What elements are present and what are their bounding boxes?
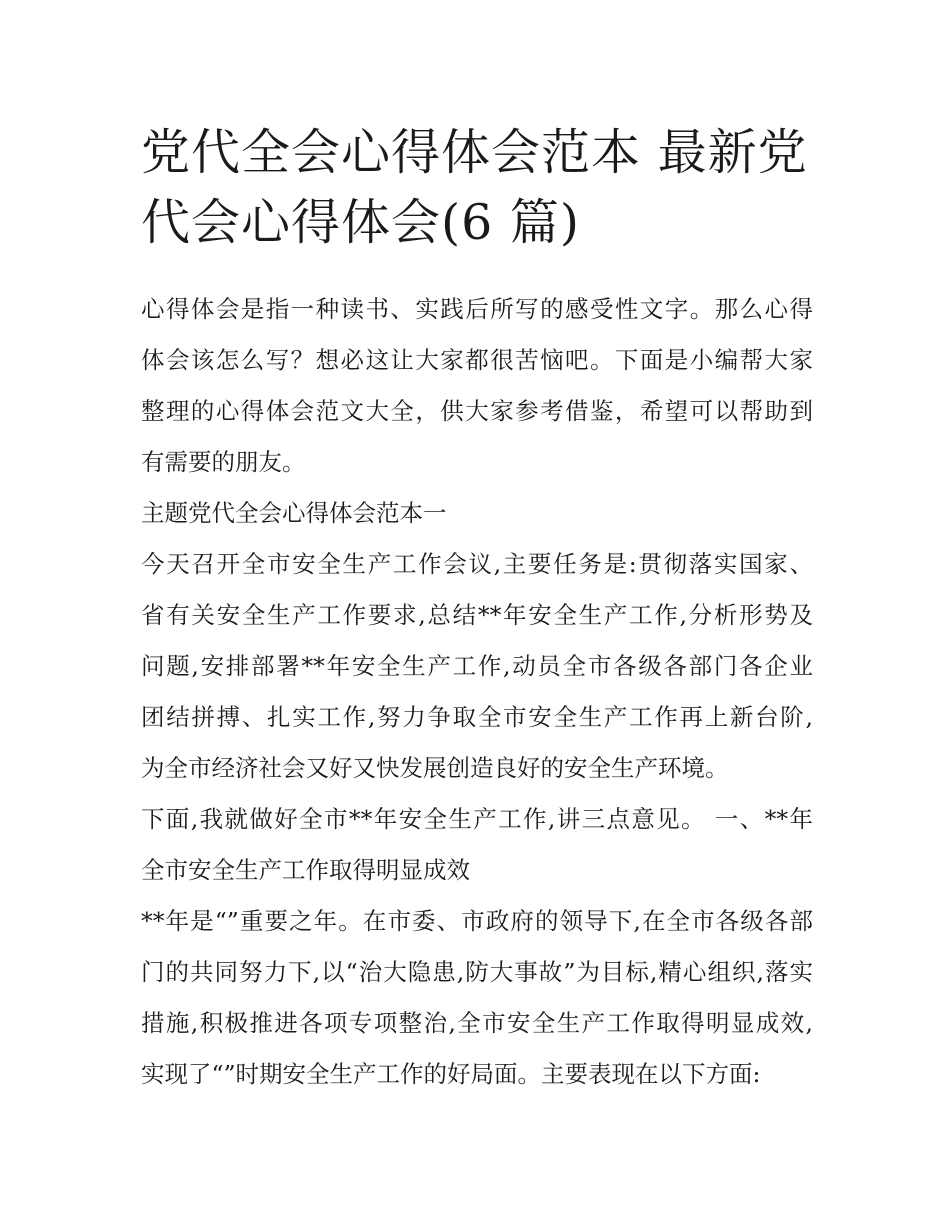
- document-body: [141, 284, 813, 1100]
- text-line: 有需要的朋友。: [141, 448, 306, 476]
- text-line: 措施,积极推进各项专项整治,全市安全生产工作取得明显成效,: [141, 1009, 813, 1037]
- text-line: **年是“”重要之年。在市委、市政府的领导下,在全市各级各部: [141, 907, 813, 935]
- text-line: 心得体会是指一种读书、实践后所写的感受性文字。那么心得: [141, 295, 813, 323]
- text-line: 今天召开全市安全生产工作会议,主要任务是:贯彻落实国家、: [141, 550, 813, 578]
- paragraph-2: [141, 794, 813, 896]
- text-line: 为全市经济社会又好又快发展创造良好的安全生产环境。: [141, 754, 729, 782]
- paragraph-1: [141, 539, 813, 794]
- text-line: 门的共同努力下,以“治大隐患,防大事故”为目标,精心组织,落实: [141, 958, 813, 986]
- intro-paragraph: [141, 284, 813, 488]
- text-line: 问题,安排部署**年安全生产工作,动员全市各级各部门各企业: [141, 652, 813, 680]
- text-line: 团结拼搏、扎实工作,努力争取全市安全生产工作再上新台阶,: [141, 703, 813, 731]
- text-line: 主题党代全会心得体会范本一: [141, 499, 447, 527]
- text-line: 体会该怎么写？想必这让大家都很苦恼吧。下面是小编帮大家: [141, 346, 813, 374]
- text-line: 下面,我就做好全市**年安全生产工作,讲三点意见。 一、**年: [141, 805, 813, 833]
- text-line: 整理的心得体会范文大全，供大家参考借鉴，希望可以帮助到: [141, 397, 813, 425]
- section-heading: [141, 488, 813, 539]
- text-line: 实现了“”时期安全生产工作的好局面。主要表现在以下方面:: [141, 1060, 761, 1088]
- document-title: [141, 118, 813, 258]
- text-line: 全市安全生产工作取得明显成效: [141, 856, 470, 884]
- title-line: 党代全会心得体会范本 最新党: [141, 124, 808, 181]
- title-line: 代会心得体会(6 篇): [141, 194, 580, 251]
- paragraph-3: [141, 896, 813, 1100]
- text-line: 省有关安全生产工作要求,总结**年安全生产工作,分析形势及: [141, 601, 813, 629]
- document-page: [141, 118, 813, 1100]
